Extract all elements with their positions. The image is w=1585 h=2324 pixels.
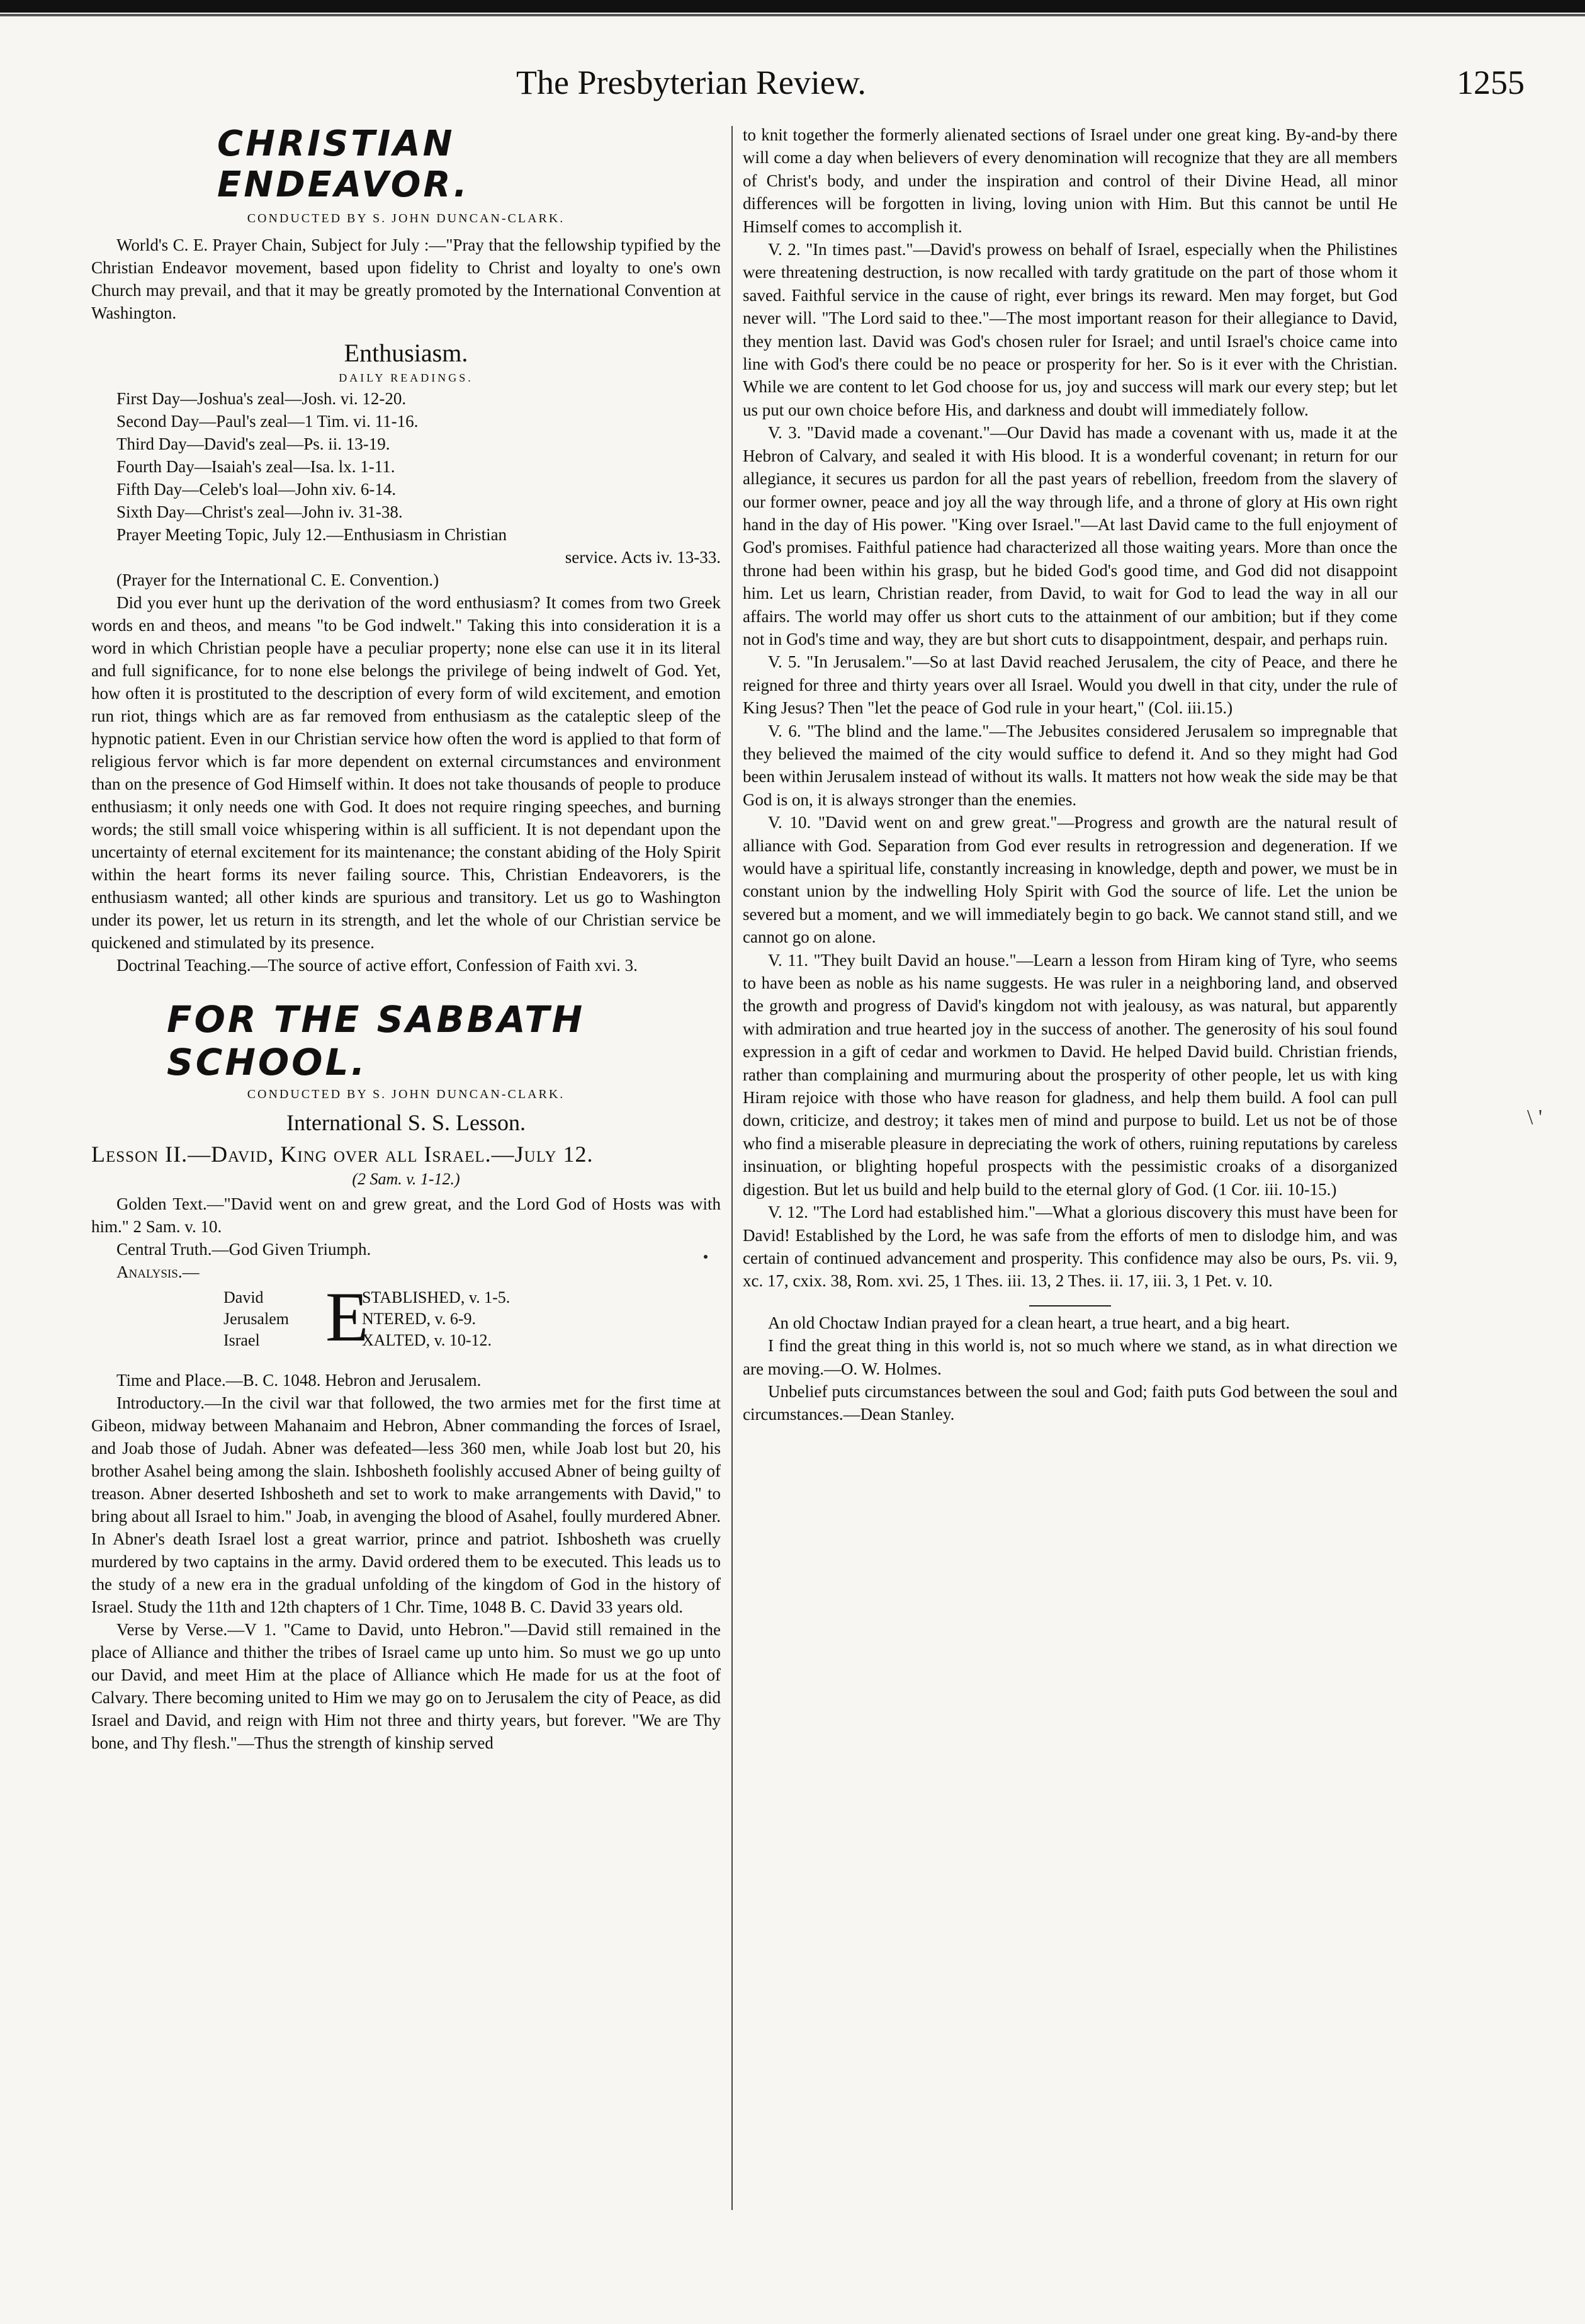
running-header [516,63,1525,103]
right-column [743,123,1397,1426]
golden-text: Golden Text.—"David went on and grew great, and the Lord God of Hosts was with him." 2 Sam. v. 10. [91,1194,721,1236]
central-truth: Central Truth.—God Given Triumph. [116,1240,371,1259]
closing-paragraph: Unbelief puts circumstances between the soul and God; faith puts God between the soul and circumstances.—Dean Stanley. [743,1381,1397,1424]
commentary-paragraph: V. 3. "David made a covenant."—Our David has made a covenant with us, made it at the Hebron of Calvary, and sealed it with His blood. It is a wonderful covenant; in return for our allegiance, it secures us pardon for all the past years of rebellion, freedom from the slavery of our former owner, peace and joy all the way through life, and a throne of glory at His own right hand in the day of His power. "King over Israel."—At last David came to the full enjoyment of God's promises. Faithful patience had characterized all those waiting years. More than once the throne had been within his grasp, but he bided God's good time, and God did not disappoint him. Let us learn, Christian reader, from David, to wait for God to lead the way in all our affairs. The world may offer us short cuts to the attainment of our ambition; but if they come not in God's time and way, they are but short cuts to disappointment, despair, and perhaps ruin. [743,423,1397,649]
prayer-meeting-topic: Prayer Meeting Topic, July 12.—Enthusiasm in Christian [116,525,507,544]
analysis-point: XALTED, v. 10-12. [362,1331,492,1349]
verse-by-verse-paragraph: Verse by Verse.—V 1. "Came to David, unto Hebron."—David still remained in the place of Alliance and thither the tribes of Israel came up unto him. So must we go up unto our David, and meet Him at the place of Alliance which He made for us at the foot of Calvary. There becoming united to Him we may go on to Jerusalem the city of Peace, as did Israel and David, and reign with Him not three and thirty years, but forever. "We are Thy bone, and Thy flesh."—Thus the strength of kinship served [91,1620,721,1752]
section-rule [1029,1305,1111,1307]
daily-reading: Second Day—Paul's zeal—1 Tim. vi. 11-16. [116,412,419,431]
sabbath-byline: CONDUCTED BY S. JOHN DUNCAN-CLARK. [247,1087,565,1101]
margin-mark: \ ' [1527,1106,1543,1129]
time-and-place: Time and Place.—B. C. 1048. Hebron and Jerusalem. [116,1371,482,1390]
introductory-paragraph: Introductory.—In the civil war that followed, the two armies met for the first time at Gibeon, midway between Mahanaim and Hebron, Abner commanding the forces of Israel, and Joab those of Judah. Abner was defeated—less 360 men, while Joab lost but 20, his brother Asahel being among the slain. Ishbosheth foolishly accused Abner of being guilty of treason. Abner deserted Ishbosheth and set to work to make arrangements with David," to bring about all Israel to him." Joab, in avenging the blood of Asahel, foully murdered Abner. In Abner's death Israel lost a great warrior, prince and patriot. Ishbosheth was cruelly murdered by two captains in the army. David ordered them to be executed. This leads us to the study of a new era in the gradual unfolding of the kingdom of God in the history of Israel. Study the 11th and 12th chapters of 1 Chr. Time, 1048 B. C. David 33 years old. [91,1393,721,1616]
endeavor-byline: CONDUCTED BY S. JOHN DUNCAN-CLARK. [247,212,565,225]
lesson-title: Lesson II.—David, King over all Israel.—July 12. [91,1142,594,1167]
lesson-reference: (2 Sam. v. 1-12.) [352,1170,460,1188]
daily-reading: Third Day—David's zeal—Ps. ii. 13-19. [116,434,390,453]
analysis-subjects [223,1287,289,1351]
commentary-paragraph: V. 12. "The Lord had established him."—What a glorious discovery this must have been for David! Established by the Lord, he was safe from the efforts of men to dislodge him, and was certain of continued advancement and prosperity. This confidence may also be ours, Ps. vii. 9, xc. 17, cxix. 38, Rom. xvi. 25, 1 Thes. iii. 13, 2 Thes. ii. 17, iii. 3, 1 Pet. v. 10. [743,1203,1397,1291]
christian-endeavor-heading: CHRISTIAN ENDEAVOR. [217,123,470,205]
top-scan-border-thin [0,14,1585,16]
analysis-initial: E [325,1278,369,1356]
top-scan-border [0,0,1585,13]
stray-mark [704,1255,708,1259]
publication-title: The Presbyterian Review. [516,64,866,101]
daily-reading: Fifth Day—Celeb's loal—John xiv. 6-14. [116,480,397,499]
column-rule [731,126,733,2210]
analysis-point: STABLISHED, v. 1-5. [362,1288,510,1307]
analysis-subject: David [223,1288,264,1307]
daily-readings-label: DAILY READINGS. [339,371,473,384]
lesson-analysis [91,1278,721,1365]
daily-reading: Fourth Day—Isaiah's zeal—Isa. lx. 1-11. [116,457,395,476]
commentary-paragraph: V. 10. "David went on and grew great."—Progress and growth are the natural result of alliance with God. Separation from God ever results in retrogression and degeneration. If we would have a spiritual life, constantly increasing in knowledge, depth and power, we must be in constant union by the indwelling Holy Spirit with God the source of life. Let the union be severed but a moment, and we will immediately begin to go back. We cannot stand still, and we cannot go on alone. [743,813,1397,947]
prayer-meeting-topic-ref: service. Acts iv. 13-33. [565,548,721,567]
sabbath-school-heading: FOR THE SABBATH SCHOOL. [167,998,585,1084]
analysis-subject: Israel [223,1331,260,1349]
analysis-subject: Jerusalem [223,1310,289,1328]
enthusiasm-body: Did you ever hunt up the derivation of the word enthusiasm? It comes from two Greek words en and theos, and means "to be God indwelt." Taking this into consideration it is a word in which Christian people have a peculiar property; none else can use it in its literal and full significance, for to none else belongs the privilege of being indwelt of God. Yet, how often it is prostituted to the description of every form of wild excitement, and emotion run riot, things which are as far removed from enthusiasm as the cataleptic sleep of the hypnotic patient. Even in our Christian service how often the word is applied to that form of religious fervor which is far more dependent on external circumstances and environment than on the presence of God Himself within. It does not take thousands of people to produce enthusiasm; it only needs one with God. It does not require ringing speeches, and burning words; the still small voice whispering within is all sufficient. It is not dependant upon the uncertainty of eternal excitement for its maintenance; the constant abiding of the Holy Spirit within the heart forms its never failing source. This, Christian Endeavorers, is the enthusiasm wanted; all other kinds are spurious and transitory. Let us go to Washington under its power, let us return in its strength, and let the whole of our Christian service be quickened and stimulated by its presence. [91,593,721,952]
daily-reading: Sixth Day—Christ's zeal—John iv. 31-38. [116,502,403,521]
prayer-chain-paragraph: World's C. E. Prayer Chain, Subject for July :—"Pray that the fellowship typified by the Christian Endeavor movement, based upon fidelity to Christ and loyalty to one's own Church may prevail, and that it may be greatly promoted by the International Convention at Washington. [91,235,721,322]
doctrinal-teaching: Doctrinal Teaching.—The source of active effort, Confession of Faith xvi. 3. [116,956,638,975]
closing-paragraph: I find the great thing in this world is, not so much where we stand, as in what direction we are moving.—O. W. Holmes. [743,1336,1397,1378]
commentary-paragraph: V. 5. "In Jerusalem."—So at last David reached Jerusalem, the city of Peace, and there he reigned for three and thirty years over all Israel. Would you dwell in that city, under the rule of King Jesus? Then "let the peace of God rule in your heart," (Col. iii.15.) [743,652,1397,718]
daily-reading: First Day—Joshua's zeal—Josh. vi. 12-20. [116,389,407,408]
analysis-point: NTERED, v. 6-9. [362,1310,477,1328]
closing-paragraph: An old Choctaw Indian prayed for a clean heart, a true heart, and a big heart. [768,1313,1290,1332]
lesson-series-heading: International S. S. Lesson. [286,1110,526,1135]
prayer-note: (Prayer for the International C. E. Convention.) [116,570,439,589]
left-column [91,120,721,1754]
analysis-points [362,1287,510,1351]
commentary-paragraph: V. 2. "In times past."—David's prowess on behalf of Israel, especially when the Philistines were threatening destruction, is now recalled with tardy gratitude on the part of those whom it saved. Faithful service in the cause of right, ever brings its reward. Men may forget, but God never will. "The Lord said to thee."—The most important reason for their allegiance to David, they mention last. David was God's chosen ruler for Israel; and until Israel's choice came into line with God's there could be no peace or prosperity for her. So is it ever with the Christian. While we are content to let God choose for us, joy and success will mark our every step; but let us put our own choice before His, and darkness and doubt will immediately follow. [743,240,1397,419]
commentary-paragraph: V. 11. "They built David an house."—Learn a lesson from Hiram king of Tyre, who seems to have been as noble as his name suggests. He was ruler in a neighboring land, and observed the growth and progress of David's kingdom not with jealousy, as was natural, but apparently with admiration and true hearted joy in the success of another. The generosity of his soul found expression in a gift of cedar and workmen to David. He helped David build. Christian friends, rather than complaining and murmuring about the prosperity of other people, let us with king Hiram rejoice with those who have reason for gladness, and help them build. A fool can pull down, criticize, and destroy; it takes men of mind and purpose to build. Let us not be of those who find a miserable pleasure in depreciating the work of others, ruining reputations by careless insinuation, or blighting hopeful prospects with the pessimistic croaks of a disorganized digestion. But let us build and help build to the eternal glory of God. (1 Cor. iii. 10-15.) [743,950,1397,1199]
commentary-paragraph: to knit together the formerly alienated sections of Israel under one great king. By-and-by there will come a day when believers of every denomination will recognize that they are all members of Christ's body, and under the inspiration and control of their Divine Head, all minor differences will be forgotten in living, loving union with Him. But this cannot be until He Himself comes to accomplish it. [743,125,1397,236]
analysis-label: Analysis.— [116,1262,200,1281]
enthusiasm-heading: Enthusiasm. [344,339,468,367]
commentary-paragraph: V. 6. "The blind and the lame."—The Jebusites considered Jerusalem so impregnable that they believed the maimed of the city would suffice to defend it. And so they might had God been within Jerusalem instead of without its walls. It matters not how weak the side may be that God is on, it is always stronger than the enemies. [743,721,1397,809]
page-number: 1255 [1457,64,1525,101]
